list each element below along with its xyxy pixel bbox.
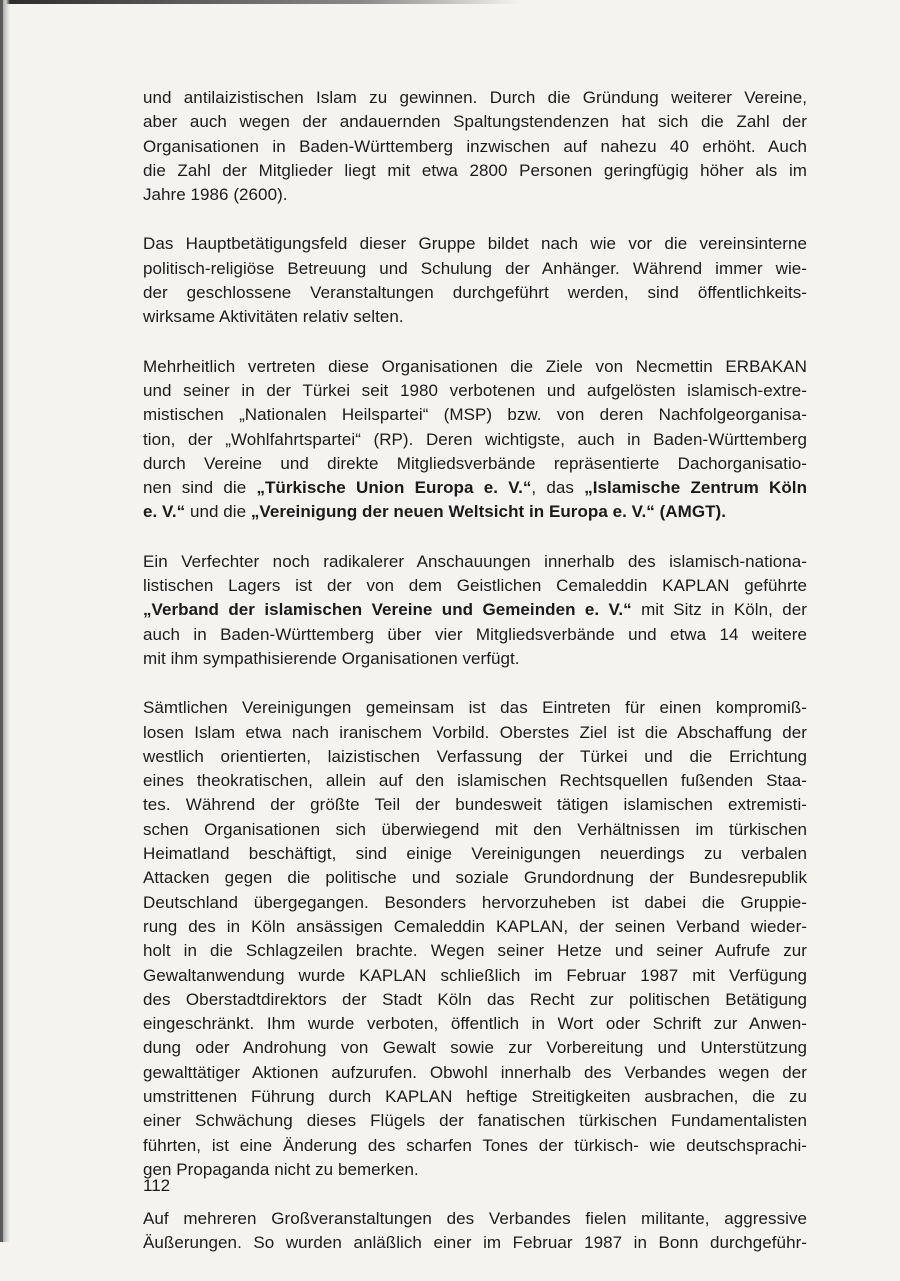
text-line: eingeschränkt. Ihm wurde verboten, öffentlich in Wort oder Schrift zur Anwen- <box>143 1014 807 1034</box>
text-line: schen Organisationen sich überwiegend mit den Verhältnissen im türkischen <box>143 819 807 839</box>
text-line: Attacken gegen die politische und soziale Grundordnung der Bundesrepublik <box>143 868 807 888</box>
paragraph-1 <box>143 86 807 207</box>
text-line: mit ihm sympathisierende Organisationen verfügt. <box>143 648 520 668</box>
text-line: Heimatland beschäftigt, sind einige Vereinigungen neuerdings zu verbalen <box>143 844 807 864</box>
text-line: umstrittenen Führung durch KAPLAN heftige Streitigkeiten ausbrachen, die zu <box>143 1086 807 1106</box>
text-line: dung oder Androhung von Gewalt sowie zur Vorbereitung und Unterstützung <box>143 1038 807 1058</box>
org-name-izk-end: e. V.“ <box>143 502 186 522</box>
text-line: rung des in Köln ansässigen Cemaleddin KAPLAN, der seinen Verband wieder- <box>143 916 807 936</box>
text-line: wirksame Aktivitäten relativ selten. <box>143 307 404 327</box>
text-line: holt in die Schlagzeilen brachte. Wegen seiner Hetze und seiner Aufrufe zur <box>143 941 807 961</box>
text-line: des Oberstadtdirektors der Stadt Köln das Recht zur politischen Betätigung <box>143 989 807 1009</box>
body-text <box>143 86 807 1281</box>
text-line: tes. Während der größte Teil der bundesweit tätigen islamischen extremisti- <box>143 795 807 815</box>
text-line: Mehrheitlich vertreten diese Organisationen die Ziele von Necmettin ERBAKAN <box>143 356 807 376</box>
page-binding-edge <box>0 0 3 1242</box>
org-name-amgt: „Vereinigung der neuen Weltsicht in Europa e. V.“ (AMGT). <box>250 502 727 522</box>
text-line: eines theokratischen, allein auf den islamischen Rechtsquellen fußenden Staa- <box>143 771 807 791</box>
page-number: 112 <box>143 1176 171 1195</box>
text-line: Deutschland übergegangen. Besonders hervorzuheben ist dabei die Gruppie- <box>143 892 807 912</box>
text-line: aber auch wegen der andauernden Spaltungstendenzen hat sich die Zahl der <box>143 112 807 132</box>
text-line: Gewaltanwendung wurde KAPLAN schließlich im Februar 1987 mit Verfügung <box>143 965 807 985</box>
text-line: „Verband der islamischen Vereine und Gemeinden e. V.“ mit Sitz in Köln, der <box>143 600 807 620</box>
text-line: losen Islam etwa nach iranischem Vorbild. Oberstes Ziel ist die Abschaffung der <box>143 722 807 742</box>
text-line: führten, ist eine Änderung des scharfen Tones der türkisch- wie deutschsprachi- <box>143 1135 807 1155</box>
text-line: und antilaizistischen Islam zu gewinnen. Durch die Gründung weiterer Vereine, <box>143 88 807 107</box>
org-name-izk: „Islamische Zentrum Köln <box>584 478 807 498</box>
text-line: Auf mehreren Großveranstaltungen des Verbandes fielen militante, aggressive <box>143 1209 807 1229</box>
text-line: listischen Lagers ist der von dem Geistlichen Cemaleddin KAPLAN geführte <box>143 576 807 596</box>
text-line: nen sind die „Türkische Union Europa e. V.“, das „Islamische Zentrum Köln <box>143 478 807 498</box>
text-line: Organisationen in Baden-Württemberg inzwischen auf nahezu 40 erhöht. Auch <box>143 136 807 156</box>
paragraph-4 <box>143 550 807 671</box>
paragraph-6 <box>143 1207 807 1256</box>
paragraph-2 <box>143 232 807 329</box>
text-line: Ein Verfechter noch radikalerer Anschauungen innerhalb des islamisch-nationa- <box>143 551 807 571</box>
text-line: politisch-religiöse Betreuung und Schulung der Anhänger. Während immer wie- <box>143 258 807 278</box>
text-line: der geschlossene Veranstaltungen durchgeführt werden, sind öffentlichkeits- <box>143 283 807 303</box>
text-line: Das Hauptbetätigungsfeld dieser Gruppe bildet nach wie vor die vereinsinterne <box>143 234 807 254</box>
text-line: e. V.“ und die „Vereinigung der neuen Weltsicht in Europa e. V.“ (AMGT). <box>143 502 727 522</box>
paragraph-3 <box>143 355 807 525</box>
text-line: gen Propaganda nicht zu bemerken. <box>143 1159 419 1179</box>
org-name-icci: „Verband der islamischen Vereine und Gemeinden e. V.“ <box>143 600 632 620</box>
text-line: tion, der „Wohlfahrtspartei“ (RP). Deren wichtigste, auch in Baden-Württemberg <box>143 429 807 449</box>
text-line: westlich orientierten, laizistischen Verfassung der Türkei und die Errichtung <box>143 746 807 766</box>
org-name-tue: „Türkische Union Europa e. V.“ <box>256 478 532 498</box>
page-edge-shadow-top <box>0 0 520 4</box>
text-line: Jahre 1986 (2600). <box>143 185 288 205</box>
text-line: auch in Baden-Württemberg über vier Mitgliedsverbände und etwa 14 weitere <box>143 624 807 644</box>
text-line: Sämtlichen Vereinigungen gemeinsam ist das Eintreten für einen kompromiß- <box>143 698 807 718</box>
text-line: einer Schwächung dieses Flügels der fanatischen türkischen Fundamentalisten <box>143 1111 807 1131</box>
paragraph-5 <box>143 696 807 1182</box>
text-line: und seiner in der Türkei seit 1980 verbotenen und aufgelösten islamisch-extre- <box>143 380 807 400</box>
text-line: durch Vereine und direkte Mitgliedsverbände repräsentierte Dachorganisatio- <box>143 453 807 473</box>
text-line: mistischen „Nationalen Heilspartei“ (MSP) bzw. von deren Nachfolgeorganisa- <box>143 405 807 425</box>
text-line: die Zahl der Mitglieder liegt mit etwa 2800 Personen geringfügig höher als im <box>143 160 807 180</box>
text-line: gewalttätiger Aktionen aufzurufen. Obwohl innerhalb des Verbandes wegen der <box>143 1062 807 1082</box>
text-line: Äußerungen. So wurden anläßlich einer im Februar 1987 in Bonn durchgeführ- <box>143 1233 807 1253</box>
